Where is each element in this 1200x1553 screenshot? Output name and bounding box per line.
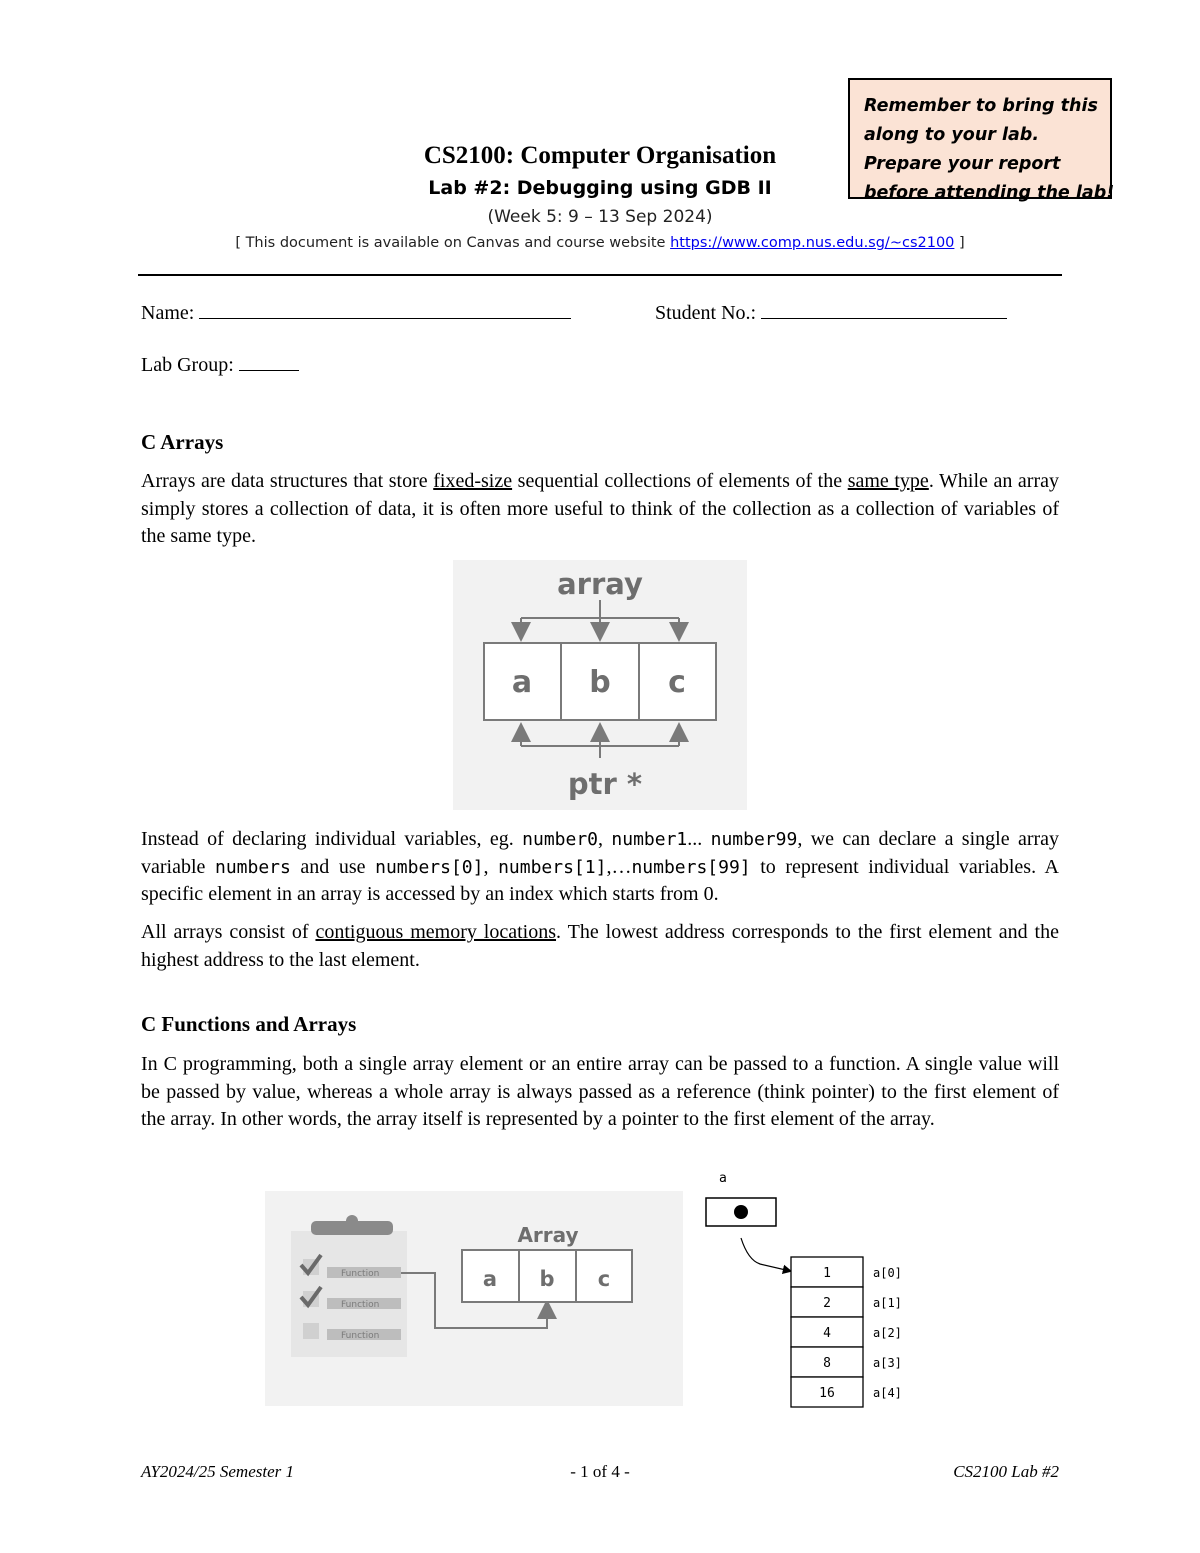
function-label-1: Function	[341, 1269, 380, 1279]
functions-paragraph-1: In C programming, both a single array element or an entire array can be passed to a function. A single value will be passed by value, whereas a whole array is always passed as a reference (think pointer) to the first element of the array. In other words, the array itself is represented by a pointer to the first element of the array.	[141, 1053, 1059, 1130]
text-run: All arrays consist of	[141, 921, 316, 943]
availability-note	[0, 235, 1200, 251]
student-no-field[interactable]	[655, 302, 1007, 325]
array-cell-b: b	[589, 665, 611, 700]
array2-cell-c: c	[597, 1267, 611, 1291]
memory-index-label: a[3]	[873, 1356, 902, 1370]
memory-index-label: a[1]	[873, 1296, 902, 1310]
memory-cells	[791, 1257, 902, 1407]
memory-index-label: a[2]	[873, 1326, 902, 1340]
name-blank[interactable]	[199, 302, 571, 319]
underlined-term: contiguous memory locations	[315, 921, 557, 943]
clipboard-clip-ring	[346, 1215, 358, 1227]
text-run: Instead of declaring individual variables, eg.	[141, 828, 523, 850]
code-term: numbers[1]	[498, 856, 607, 878]
memory-value: 16	[819, 1386, 835, 1401]
function-array-diagram	[265, 1191, 683, 1406]
lab-group-blank[interactable]	[239, 354, 299, 371]
text-run: sequential collections of elements of the	[512, 470, 848, 492]
memory-index-label: a[4]	[873, 1386, 902, 1400]
array-title: array	[557, 567, 643, 601]
arrays-paragraph-2	[141, 826, 1059, 909]
function-array-svg	[265, 1191, 683, 1406]
memory-value: 2	[823, 1296, 831, 1311]
array-title-2: Array	[517, 1223, 579, 1247]
array-cell-a: a	[511, 665, 533, 700]
text-run: Arrays are data structures that store	[141, 470, 434, 492]
reminder-line: Remember to bring this	[864, 96, 1098, 116]
text-run: and use	[290, 855, 376, 878]
array-cell-c: c	[668, 665, 686, 700]
array2-cell-a: a	[482, 1267, 498, 1291]
text-run: ,	[483, 855, 499, 878]
memory-index-label: a[0]	[873, 1266, 902, 1280]
function-label-2: Function	[341, 1300, 380, 1310]
availability-suffix: ]	[954, 235, 965, 251]
section-heading-functions: C Functions and Arrays	[141, 1012, 357, 1036]
text-run: ...	[687, 828, 711, 850]
array-diagram	[453, 560, 747, 810]
code-term: number0	[522, 829, 599, 850]
text-run: . While an array simply stores a collection of data, it is often more useful to think of the collection as a collection of variables of the same type.	[141, 470, 1059, 547]
checkbox	[303, 1323, 319, 1339]
footer-page-number: - 1 of 4 -	[570, 1462, 630, 1481]
footer-lab-name: CS2100 Lab #2	[953, 1462, 1059, 1481]
lab-title: Lab #2: Debugging using GDB II	[428, 177, 772, 199]
underlined-term: same type	[847, 470, 929, 492]
section-heading-arrays: C Arrays	[141, 430, 224, 454]
student-no-label: Student No.:	[655, 302, 757, 324]
code-term: numbers[0]	[375, 856, 484, 878]
availability-prefix: [ This document is available on Canvas and course website	[235, 235, 671, 251]
week-line: (Week 5: 9 – 13 Sep 2024)	[487, 207, 713, 227]
pointer-memory-svg	[700, 1168, 930, 1408]
ptr-label: ptr *	[567, 767, 643, 801]
memory-value: 4	[823, 1326, 831, 1341]
code-term: number99	[710, 829, 798, 850]
lab-group-field[interactable]	[141, 354, 299, 377]
function-label-3: Function	[341, 1331, 380, 1341]
lab-group-label: Lab Group:	[141, 354, 234, 376]
memory-value: 8	[823, 1356, 831, 1371]
header-divider	[138, 274, 1062, 276]
code-term: numbers[99]	[631, 856, 751, 878]
pointer-name: a	[719, 1171, 727, 1186]
reminder-line: Prepare your report	[864, 154, 1061, 174]
reminder-line: along to your lab.	[864, 125, 1039, 145]
code-term: number1	[611, 829, 688, 850]
pointer-dot	[734, 1205, 748, 1219]
pointer-arrow	[741, 1238, 790, 1271]
text-run: to represent individual variables. A specific element in an array is accessed by an index which starts from 0.	[141, 855, 1060, 905]
footer-semester: AY2024/25 Semester 1	[141, 1462, 294, 1481]
text-run: ,…	[606, 855, 632, 878]
array-diagram-svg	[453, 560, 747, 810]
underlined-term: fixed-size	[433, 470, 513, 492]
text-run: , we can declare a single array variable	[141, 828, 1060, 878]
text-run: . The lowest address corresponds to the first element and the highest address to the last element.	[141, 921, 1059, 971]
array2-cell-b: b	[539, 1267, 555, 1291]
course-title: CS2100: Computer Organisation	[423, 142, 777, 169]
pointer-memory-diagram	[700, 1168, 930, 1408]
code-term: numbers	[214, 856, 291, 878]
arrays-paragraph-1	[141, 468, 1059, 551]
name-field[interactable]	[141, 302, 571, 325]
student-no-blank[interactable]	[761, 302, 1007, 319]
arrays-paragraph-3	[141, 919, 1059, 974]
name-label: Name:	[141, 302, 195, 324]
text-run: ,	[598, 828, 612, 850]
memory-value: 1	[823, 1266, 831, 1281]
course-website-link[interactable]: https://www.comp.nus.edu.sg/~cs2100	[670, 235, 955, 251]
reminder-line: before attending the lab!	[864, 183, 1115, 203]
